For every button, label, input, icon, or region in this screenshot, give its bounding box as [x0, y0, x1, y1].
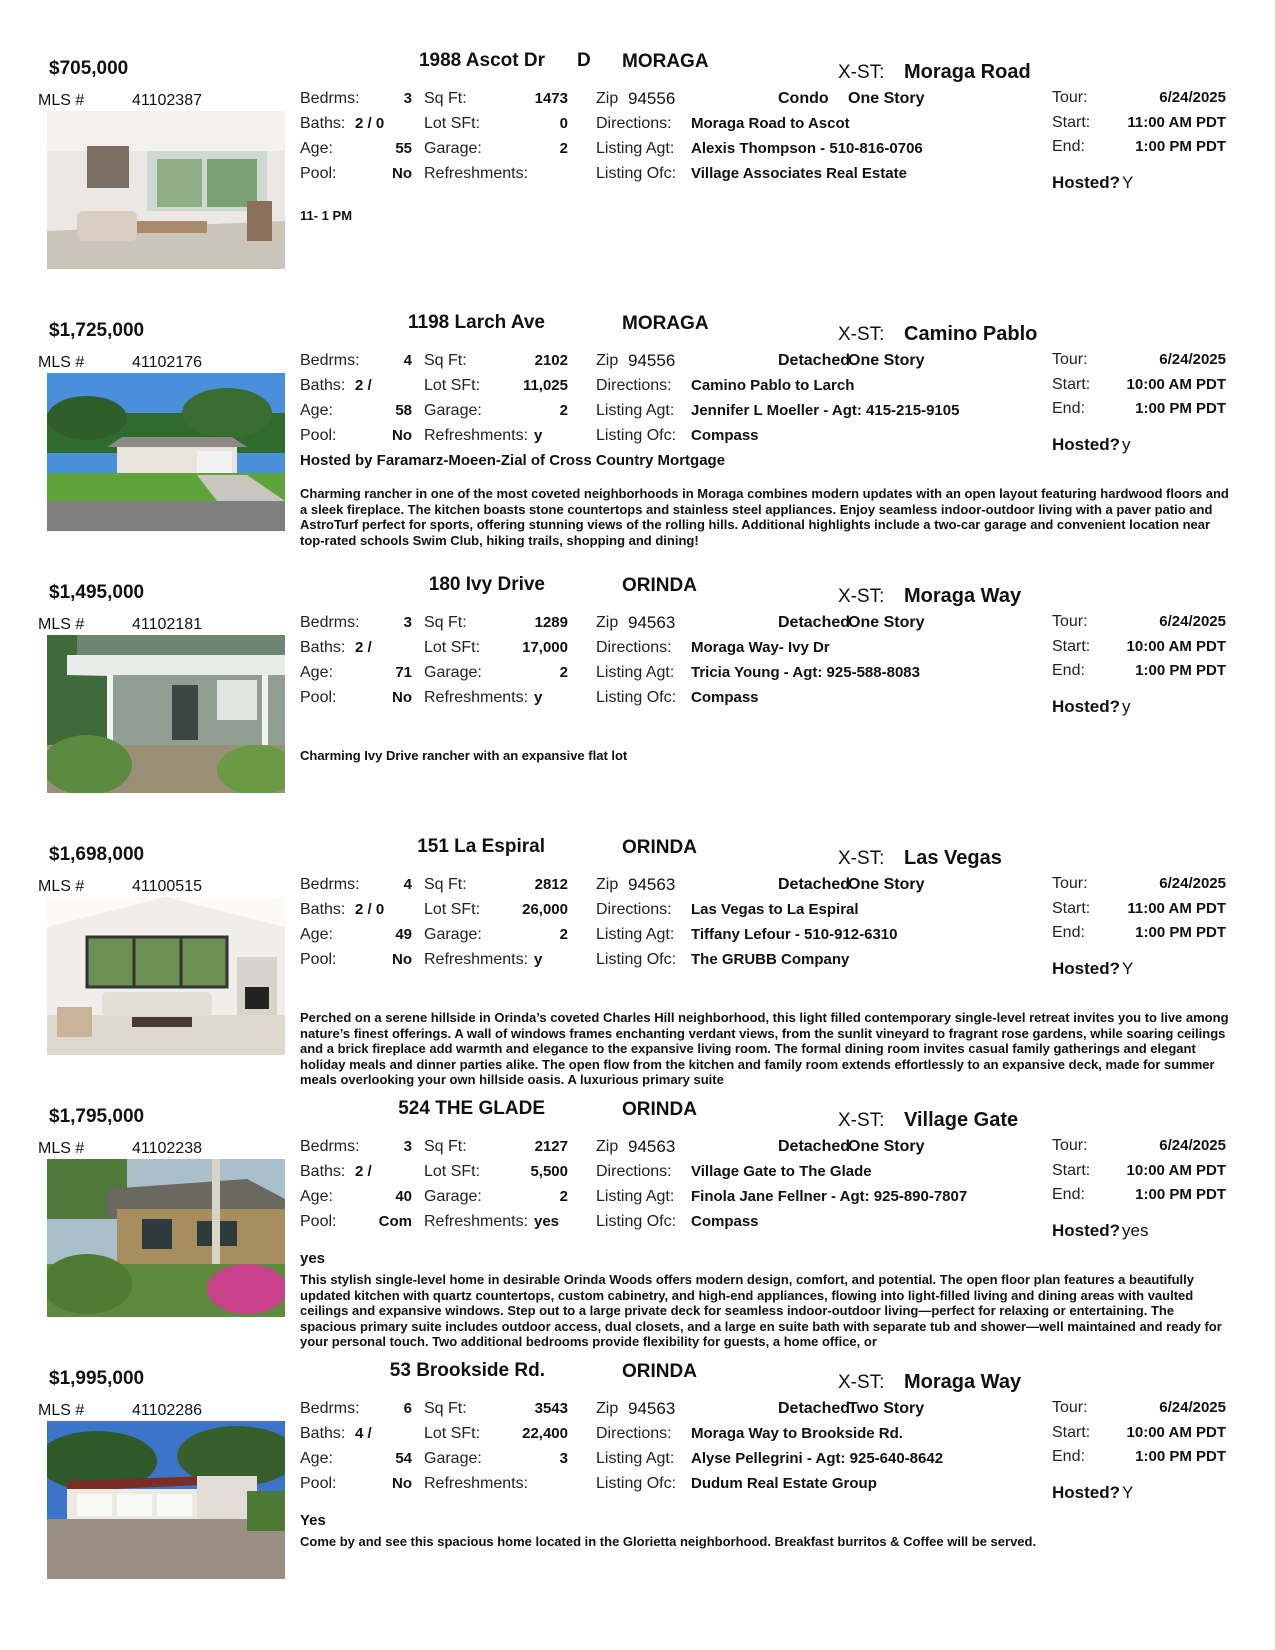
garage-value: 2 [559, 664, 568, 681]
garage-value: 2 [559, 926, 568, 943]
tour-label: Tour: [1052, 351, 1088, 368]
house-photo-image [47, 111, 285, 269]
zip-label: Zip [596, 876, 619, 893]
beds-value: 4 [403, 876, 412, 893]
house-photo-image [47, 373, 285, 531]
lot-value: 22,400 [522, 1425, 568, 1442]
garage-value: 3 [559, 1450, 568, 1467]
listing-price: $1,795,000 [49, 1106, 145, 1127]
sqft-value: 2102 [534, 352, 568, 369]
directions-value: Village Gate to The Glade [691, 1163, 872, 1180]
baths-label: Baths: [300, 377, 346, 394]
hosted-value: y [1122, 697, 1131, 716]
hosted-label: Hosted? [1052, 1483, 1120, 1502]
listing-city: ORINDA [622, 1099, 697, 1120]
beds-label: Bedrms: [300, 1138, 360, 1155]
sqft-label: Sq Ft: [424, 876, 467, 893]
pool-value: No [392, 1475, 412, 1492]
zip-value: 94556 [628, 351, 676, 370]
refreshments-label: Refreshments: [424, 165, 529, 182]
zip-value: 94563 [628, 613, 676, 632]
zip-label: Zip [596, 1400, 619, 1417]
listing-note: Hosted by Faramarz-Moeen-Zial of Cross Country Mortgage [300, 452, 726, 469]
end-label: End: [1052, 138, 1085, 155]
cross-street-value: Village Gate [904, 1109, 1019, 1131]
hosted-label: Hosted? [1052, 959, 1120, 978]
baths-label: Baths: [300, 115, 346, 132]
garage-value: 2 [559, 402, 568, 419]
cross-street-value: Moraga Road [904, 61, 1031, 83]
beds-value: 4 [403, 352, 412, 369]
lot-value: 26,000 [522, 901, 568, 918]
lot-value: 0 [559, 115, 568, 132]
tour-date: 6/24/2025 [1159, 351, 1226, 368]
baths-value: 2 / [355, 1163, 372, 1180]
listing-city: ORINDA [622, 1361, 697, 1382]
property-type: Detached [778, 876, 851, 893]
directions-label: Directions: [596, 377, 672, 394]
start-time: 10:00 AM PDT [1126, 1162, 1226, 1179]
listing-address: 180 Ivy Drive [428, 574, 545, 595]
zip-value: 94563 [628, 1399, 676, 1418]
listing-description: Charming rancher in one of the most coveted neighborhoods in Moraga combines modern updates with an open layout featuring hardwood floors and a sleek fireplace. The kitchen boasts stone countertops and stainless steel appliances. Enjoy seamless indoor-outdoor living with a paver patio and AstroTurf perfect for sports, offering stunning views of the rolling hills. Additional highlights include a two-car garage and convenient location near top-rated schools Swim Club, hiking trails, shopping and dining! [300, 486, 1229, 548]
listing-photo [47, 1159, 285, 1317]
house-photo-image [47, 635, 285, 793]
office-label: Listing Ofc: [596, 1213, 677, 1230]
age-label: Age: [300, 1188, 333, 1205]
tour-label: Tour: [1052, 89, 1088, 106]
pool-label: Pool: [300, 427, 337, 444]
age-value: 40 [395, 1188, 412, 1205]
office-value: The GRUBB Company [691, 951, 850, 968]
lot-value: 17,000 [522, 639, 568, 656]
listing-description: Come by and see this spacious home located in the Glorietta neighborhood. Breakfast burritos & Coffee will be served. [300, 1534, 1037, 1549]
garage-label: Garage: [424, 1450, 482, 1467]
lot-value: 5,500 [530, 1163, 568, 1180]
pool-label: Pool: [300, 1475, 337, 1492]
garage-label: Garage: [424, 664, 482, 681]
age-label: Age: [300, 402, 333, 419]
listing-address: 53 Brookside Rd. [389, 1360, 545, 1381]
pool-value: No [392, 427, 412, 444]
hosted-label: Hosted? [1052, 1221, 1120, 1240]
lot-value: 11,025 [522, 377, 568, 394]
mls-label: MLS # [38, 92, 85, 109]
baths-label: Baths: [300, 901, 346, 918]
office-label: Listing Ofc: [596, 1475, 677, 1492]
listing-description: This stylish single-level home in desirable Orinda Woods offers modern design, comfort, and potential. The open floor plan features a beautifully updated kitchen with quartz countertops, custom cabinetry, and high-end appliances, flowing into light-filled living and dining areas with vaulted ceilings and expansive windows. Step out to a large private deck for seamless indoor-outdoor living—perfect for relaxing or entertaining. The spacious primary suite includes outdoor access, dual closets, and a large en suite bath with separate tub and shower—well maintained and ready for your personal touch. Two additional bedrooms provide flexibility for guests, a home office, or [300, 1272, 1222, 1349]
start-label: Start: [1052, 114, 1091, 131]
cross-street-label: X-ST: [838, 586, 885, 607]
listing-block [0, 834, 1275, 1096]
tour-label: Tour: [1052, 1399, 1088, 1416]
property-stories: One Story [848, 1138, 925, 1155]
sqft-value: 1289 [534, 614, 568, 631]
age-label: Age: [300, 1450, 333, 1467]
tour-date: 6/24/2025 [1159, 875, 1226, 892]
agent-label: Listing Agt: [596, 1188, 675, 1205]
baths-label: Baths: [300, 639, 346, 656]
directions-value: Camino Pablo to Larch [691, 377, 855, 394]
mls-number: 41102176 [132, 354, 202, 371]
mls-number: 41102286 [132, 1402, 202, 1419]
end-time: 1:00 PM PDT [1135, 1448, 1226, 1465]
sqft-label: Sq Ft: [424, 614, 467, 631]
start-time: 10:00 AM PDT [1126, 638, 1226, 655]
pool-value: Com [378, 1213, 412, 1230]
hosted-label: Hosted? [1052, 697, 1120, 716]
agent-label: Listing Agt: [596, 664, 675, 681]
mls-number: 41102387 [132, 92, 202, 109]
baths-value: 4 / [355, 1425, 372, 1442]
zip-value: 94556 [628, 89, 676, 108]
office-value: Compass [691, 689, 759, 706]
directions-label: Directions: [596, 639, 672, 656]
listing-block [0, 1096, 1275, 1358]
listing-address: 1198 Larch Ave [408, 312, 545, 333]
refreshments-label: Refreshments: [424, 689, 529, 706]
listing-price: $1,995,000 [49, 1368, 145, 1389]
end-label: End: [1052, 1186, 1085, 1203]
baths-label: Baths: [300, 1163, 346, 1180]
listing-price: $1,495,000 [49, 582, 145, 603]
office-label: Listing Ofc: [596, 165, 677, 182]
directions-label: Directions: [596, 115, 672, 132]
end-label: End: [1052, 400, 1085, 417]
agent-value: Alyse Pellegrini - Agt: 925-640-8642 [691, 1450, 944, 1467]
mls-label: MLS # [38, 354, 85, 371]
lot-label: Lot SFt: [424, 377, 481, 394]
hosted-value: yes [1122, 1221, 1149, 1240]
end-time: 1:00 PM PDT [1135, 400, 1226, 417]
end-time: 1:00 PM PDT [1135, 662, 1226, 679]
listing-photo [47, 897, 285, 1055]
hosted-value: y [1122, 435, 1131, 454]
cross-street-label: X-ST: [838, 1110, 885, 1131]
agent-label: Listing Agt: [596, 1450, 675, 1467]
zip-value: 94563 [628, 875, 676, 894]
office-value: Compass [691, 1213, 759, 1230]
listing-block [0, 572, 1275, 834]
listing-address: 524 THE GLADE [398, 1098, 545, 1119]
mls-label: MLS # [38, 1140, 85, 1157]
hosted-value: Y [1122, 173, 1134, 192]
agent-label: Listing Agt: [596, 926, 675, 943]
refreshments-label: Refreshments: [424, 1475, 529, 1492]
tour-label: Tour: [1052, 613, 1088, 630]
pool-label: Pool: [300, 951, 337, 968]
end-label: End: [1052, 924, 1085, 941]
mls-number: 41102181 [132, 616, 202, 633]
lot-label: Lot SFt: [424, 115, 481, 132]
pool-label: Pool: [300, 165, 337, 182]
baths-value: 2 / 0 [355, 901, 385, 918]
tour-label: Tour: [1052, 1137, 1088, 1154]
age-label: Age: [300, 664, 333, 681]
agent-label: Listing Agt: [596, 402, 675, 419]
garage-value: 2 [559, 140, 568, 157]
sqft-value: 1473 [534, 90, 568, 107]
property-type: Detached [778, 1138, 851, 1155]
end-time: 1:00 PM PDT [1135, 924, 1226, 941]
sqft-label: Sq Ft: [424, 1400, 467, 1417]
garage-label: Garage: [424, 402, 482, 419]
pool-label: Pool: [300, 1213, 337, 1230]
refreshments-value: y [534, 689, 543, 706]
zip-label: Zip [596, 1138, 619, 1155]
tour-label: Tour: [1052, 875, 1088, 892]
baths-value: 2 / [355, 377, 372, 394]
listing-photo [47, 635, 285, 793]
refreshments-label: Refreshments: [424, 427, 529, 444]
house-photo-image [47, 897, 285, 1055]
listing-description: Perched on a serene hillside in Orinda’s coveted Charles Hill neighborhood, this light filled contemporary single-level retreat invites you to live among nature’s finest offerings. A wall of windows frames enchanting verdant views, from the sunlit vineyard to fragrant rose gardens, while soaring ceilings and a brick fireplace add warmth and elegance to the expansive living room. The formal dining room invites casual family gatherings and elegant holiday meals and dinner parties alike. The open flow from the kitchen and family room extends effortlessly to an expansive deck, made for summer meals overlooking your own hillside oasis. A luxurious primary suite [300, 1010, 1229, 1087]
mls-label: MLS # [38, 1402, 85, 1419]
cross-street-label: X-ST: [838, 324, 885, 345]
sqft-value: 2812 [534, 876, 568, 893]
zip-value: 94563 [628, 1137, 676, 1156]
start-time: 10:00 AM PDT [1126, 1424, 1226, 1441]
property-type: Detached [778, 1400, 851, 1417]
start-time: 10:00 AM PDT [1126, 376, 1226, 393]
cross-street-value: Las Vegas [904, 847, 1002, 869]
beds-label: Bedrms: [300, 876, 360, 893]
age-value: 55 [395, 140, 412, 157]
listing-photo [47, 111, 285, 269]
tour-date: 6/24/2025 [1159, 613, 1226, 630]
property-stories: One Story [848, 614, 925, 631]
end-time: 1:00 PM PDT [1135, 138, 1226, 155]
agent-value: Alexis Thompson - 510-816-0706 [691, 140, 923, 157]
agent-label: Listing Agt: [596, 140, 675, 157]
listing-city: ORINDA [622, 575, 697, 596]
end-time: 1:00 PM PDT [1135, 1186, 1226, 1203]
listing-price: $705,000 [49, 58, 129, 79]
start-label: Start: [1052, 900, 1091, 917]
agent-value: Tricia Young - Agt: 925-588-8083 [691, 664, 920, 681]
listing-unit: D [577, 50, 591, 71]
directions-value: Moraga Way- Ivy Dr [691, 639, 830, 656]
office-value: Dudum Real Estate Group [691, 1475, 877, 1492]
garage-value: 2 [559, 1188, 568, 1205]
hosted-value: Y [1122, 1483, 1134, 1502]
refreshments-value: y [534, 951, 543, 968]
tour-date: 6/24/2025 [1159, 1137, 1226, 1154]
baths-value: 2 / [355, 639, 372, 656]
zip-label: Zip [596, 90, 619, 107]
cross-street-label: X-ST: [838, 62, 885, 83]
lot-label: Lot SFt: [424, 901, 481, 918]
beds-label: Bedrms: [300, 352, 360, 369]
hosted-label: Hosted? [1052, 435, 1120, 454]
hosted-label: Hosted? [1052, 173, 1120, 192]
agent-value: Finola Jane Fellner - Agt: 925-890-7807 [691, 1188, 968, 1205]
directions-label: Directions: [596, 1163, 672, 1180]
property-stories: One Story [848, 90, 925, 107]
listing-price: $1,725,000 [49, 320, 145, 341]
age-value: 49 [395, 926, 412, 943]
end-label: End: [1052, 662, 1085, 679]
pool-label: Pool: [300, 689, 337, 706]
cross-street-label: X-ST: [838, 1372, 885, 1393]
property-type: Condo [778, 90, 829, 107]
beds-label: Bedrms: [300, 614, 360, 631]
lot-label: Lot SFt: [424, 639, 481, 656]
start-label: Start: [1052, 1424, 1091, 1441]
property-type: Detached [778, 352, 851, 369]
listing-description: Charming Ivy Drive rancher with an expansive flat lot [300, 748, 628, 763]
lot-label: Lot SFt: [424, 1163, 481, 1180]
start-time: 11:00 AM PDT [1127, 114, 1226, 131]
age-value: 58 [395, 402, 412, 419]
listing-photo [47, 373, 285, 531]
zip-label: Zip [596, 614, 619, 631]
mls-label: MLS # [38, 616, 85, 633]
directions-label: Directions: [596, 1425, 672, 1442]
cross-street-label: X-ST: [838, 848, 885, 869]
listing-note: Yes [300, 1512, 326, 1529]
office-label: Listing Ofc: [596, 427, 677, 444]
property-stories: One Story [848, 876, 925, 893]
garage-label: Garage: [424, 926, 482, 943]
directions-value: Las Vegas to La Espiral [691, 901, 859, 918]
sqft-value: 3543 [534, 1400, 568, 1417]
refreshments-value: yes [534, 1213, 560, 1230]
tour-date: 6/24/2025 [1159, 89, 1226, 106]
hosted-value: Y [1122, 959, 1134, 978]
sqft-label: Sq Ft: [424, 352, 467, 369]
cross-street-value: Camino Pablo [904, 323, 1038, 345]
beds-value: 3 [403, 90, 412, 107]
listing-block [0, 48, 1275, 310]
beds-value: 6 [403, 1400, 412, 1417]
listing-city: MORAGA [622, 313, 709, 334]
age-label: Age: [300, 140, 333, 157]
tour-date: 6/24/2025 [1159, 1399, 1226, 1416]
house-photo-image [47, 1421, 285, 1579]
property-type: Detached [778, 614, 851, 631]
listing-description: 11- 1 PM [300, 208, 353, 223]
directions-value: Moraga Way to Brookside Rd. [691, 1425, 903, 1442]
zip-label: Zip [596, 352, 619, 369]
age-value: 71 [395, 664, 412, 681]
office-value: Compass [691, 427, 759, 444]
end-label: End: [1052, 1448, 1085, 1465]
pool-value: No [392, 951, 412, 968]
beds-value: 3 [403, 1138, 412, 1155]
start-label: Start: [1052, 1162, 1091, 1179]
cross-street-value: Moraga Way [904, 585, 1022, 607]
baths-value: 2 / 0 [355, 115, 385, 132]
property-stories: One Story [848, 352, 925, 369]
refreshments-value: y [534, 427, 543, 444]
office-label: Listing Ofc: [596, 689, 677, 706]
office-value: Village Associates Real Estate [691, 165, 907, 182]
listing-city: MORAGA [622, 51, 709, 72]
directions-value: Moraga Road to Ascot [691, 115, 850, 132]
listing-city: ORINDA [622, 837, 697, 858]
refreshments-label: Refreshments: [424, 1213, 529, 1230]
agent-value: Jennifer L Moeller - Agt: 415-215-9105 [691, 402, 960, 419]
garage-label: Garage: [424, 1188, 482, 1205]
mls-number: 41100515 [132, 878, 202, 895]
beds-label: Bedrms: [300, 1400, 360, 1417]
listing-address: 151 La Espiral [417, 836, 545, 857]
start-label: Start: [1052, 376, 1091, 393]
listing-photo [47, 1421, 285, 1579]
listing-address: 1988 Ascot Dr [418, 50, 545, 71]
sqft-label: Sq Ft: [424, 90, 467, 107]
sqft-value: 2127 [534, 1138, 568, 1155]
cross-street-value: Moraga Way [904, 1371, 1022, 1393]
agent-value: Tiffany Lefour - 510-912-6310 [691, 926, 898, 943]
beds-label: Bedrms: [300, 90, 360, 107]
baths-label: Baths: [300, 1425, 346, 1442]
refreshments-label: Refreshments: [424, 951, 529, 968]
beds-value: 3 [403, 614, 412, 631]
office-label: Listing Ofc: [596, 951, 677, 968]
age-label: Age: [300, 926, 333, 943]
pool-value: No [392, 689, 412, 706]
directions-label: Directions: [596, 901, 672, 918]
sqft-label: Sq Ft: [424, 1138, 467, 1155]
lot-label: Lot SFt: [424, 1425, 481, 1442]
listing-price: $1,698,000 [49, 844, 145, 865]
garage-label: Garage: [424, 140, 482, 157]
listing-block [0, 310, 1275, 572]
property-stories: Two Story [848, 1400, 925, 1417]
listing-note: yes [300, 1250, 326, 1267]
pool-value: No [392, 165, 412, 182]
mls-number: 41102238 [132, 1140, 202, 1157]
start-time: 11:00 AM PDT [1127, 900, 1226, 917]
start-label: Start: [1052, 638, 1091, 655]
house-photo-image [47, 1159, 285, 1317]
mls-label: MLS # [38, 878, 85, 895]
age-value: 54 [395, 1450, 412, 1467]
listing-block [0, 1358, 1275, 1620]
